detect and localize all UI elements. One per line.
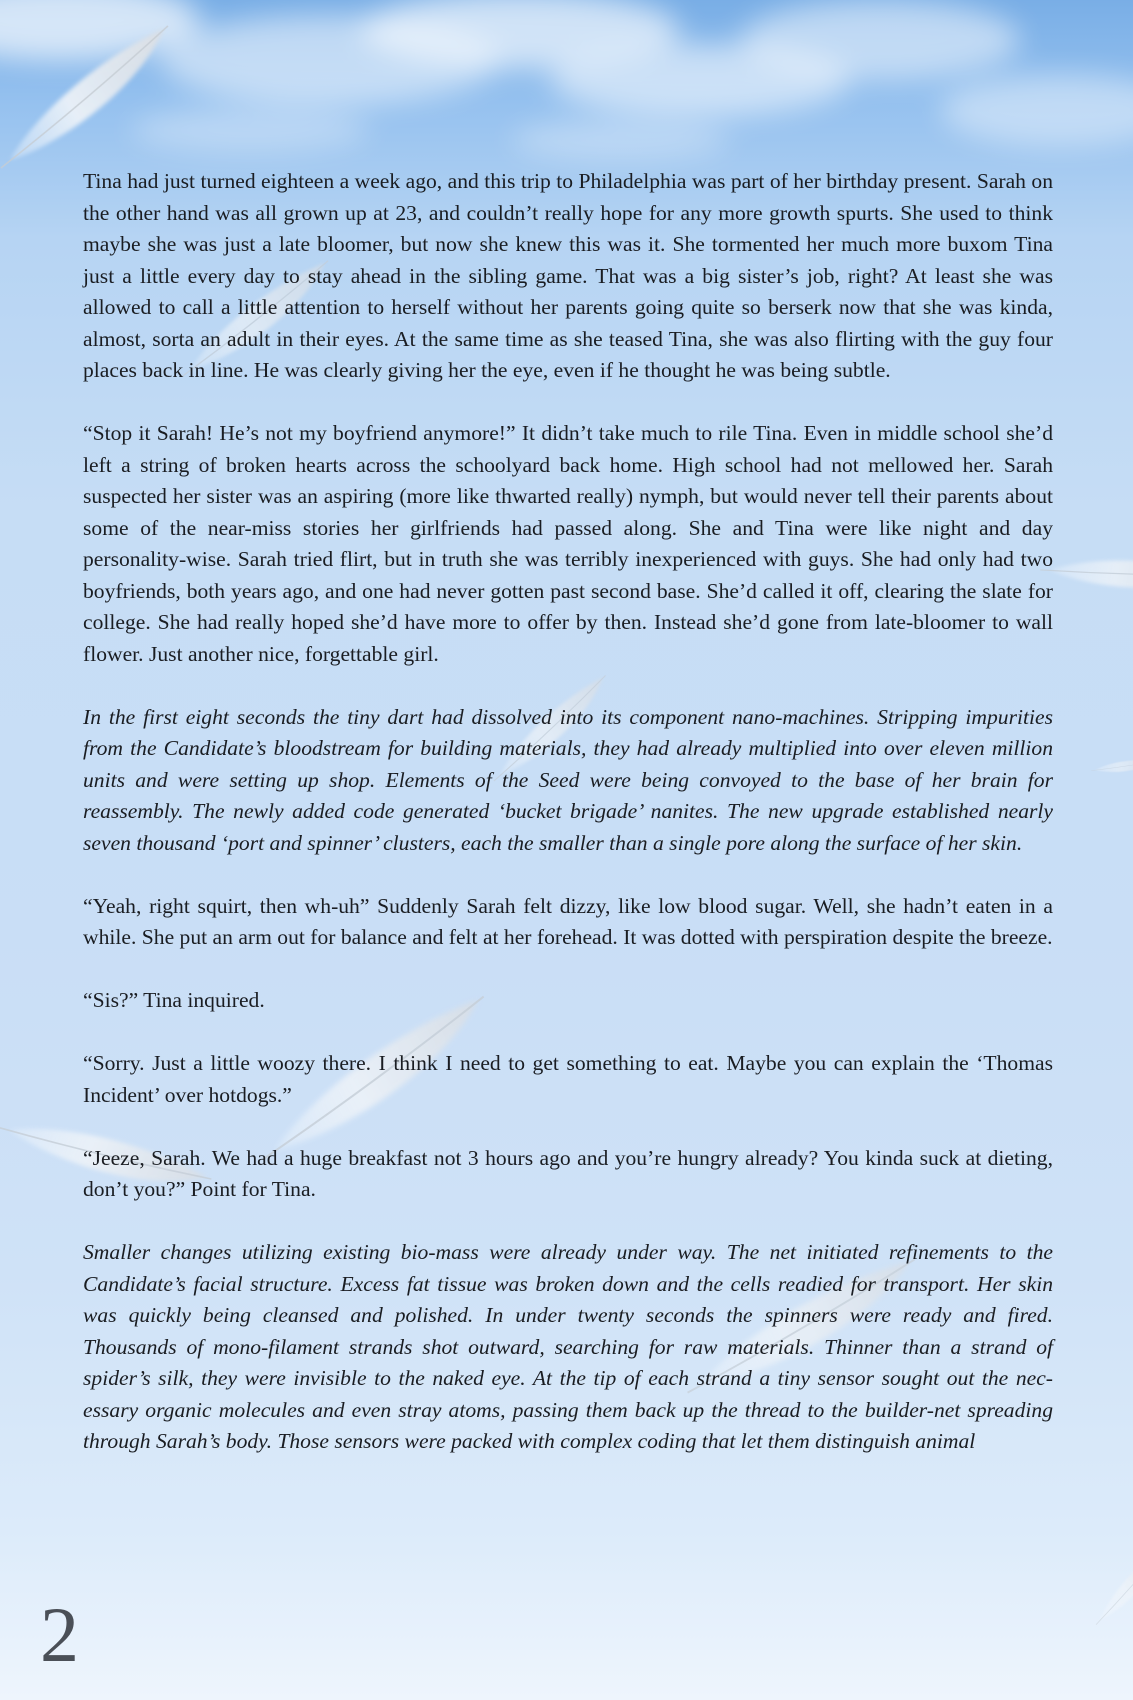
feather-icon xyxy=(1040,542,1133,603)
paragraph: “Stop it Sarah! He’s not my boyfriend anymore!” It didn’t take much to rile Tina. Even in middle school she’d left a string of broken hearts across the schoolyard back home. High school had not mellowed her. Sarah suspected her sister was an aspiring (more like thwarted really) nymph, but would never tell their parents about some of the near-miss stories her girlfriends had passed along. She and Tina were like night and day personality-wise. Sarah tried flirt, but in truth she was terribly inexperienced with guys. She had only had two boyfriends, both years ago, and one had never gotten past second base. She’d called it off, clearing the slate for college. She had really hoped she’d have more to offer by then. Instead she’d gone from late-bloomer to wall flower. Just another nice, forgettable girl. xyxy=(83,421,1053,666)
paragraph: “Sis?” Tina inquired. xyxy=(83,988,265,1012)
clouds xyxy=(0,0,1133,160)
paragraph: “Sorry. Just a little woozy there. I think I need to get something to eat. Maybe you can explain the ‘Thomas Incident’ over hotdogs.” xyxy=(83,1051,1053,1107)
page-body xyxy=(83,166,1053,1489)
paragraph: “Jeeze, Sarah. We had a huge breakfast not 3 hours ago and you’re hungry already? You kinda suck at dieting, don’t you?” Point for Tina. xyxy=(83,1145,1053,1201)
italic-paragraph: In the first eight seconds the tiny dart had dissolved into its component nano-machines. Stripping impurities from the Candidate’s bloodstream for building materials, they had already multiplied into over eleven million units and were setting up shop. Elements of the Seed were being convoyed to the base of her brain for reassembly. The newly added code generated ‘bucket brigade’ nanites. The new upgrade established nearly seven thousand ‘port and spinner’ clusters, each the smaller than a single pore along the surface of her skin. xyxy=(83,704,1053,855)
paragraph: “Yeah, right squirt, then wh-uh” Suddenly Sarah felt dizzy, like low blood sugar. Well, she hadn’t eaten in a while. She put an arm out for balance and felt at her forehead. It was dotted with perspiration despite the breeze. xyxy=(83,893,1053,949)
feather-icon xyxy=(1091,760,1133,772)
italic-paragraph: Smaller changes utilizing existing bio-mass were already under way. The net initiated refinements to the Candidate’s facial structure. Excess fat tissue was broken down and the cells readied for transport. Her skin was quickly being cleansed and polished. In under twenty seconds the spinners were ready and fired. Thousands of mono-filament strands shot outward, searching for raw materials. Thinner than a strand of spider’s silk, they were invisible to the naked eye. At the tip of each strand a tiny sensor sought out the necessary organic molecules and even stray atoms, passing them back up the thread to the builder-net spreading through Sarah’s body. Those sensors were packed with complex coding that let them distinguish animal xyxy=(83,1240,1053,1453)
feather-icon xyxy=(1085,1542,1133,1627)
paragraph: Tina had just turned eighteen a week ago, and this trip to Philadelphia was part of her birthday present. Sarah on the other hand was all grown up at 23, and couldn’t really hope for any more growth spurts. She used to think maybe she was just a late bloomer, but now she knew this was it. She tormented her much more buxom Tina just a little every day to stay ahead in the sibling game. That was a big sister’s job, right? At least she was allowed to call a little attention to herself without her parents going quite so berserk now that she was kinda, almost, sorta an adult in their eyes. At the same time as she teased Tina, she was also flirting with the guy four places back in line. He was clearly giving her the eye, even if he thought he was being subtle. xyxy=(83,169,1053,382)
page-number: 2 xyxy=(40,1591,79,1678)
